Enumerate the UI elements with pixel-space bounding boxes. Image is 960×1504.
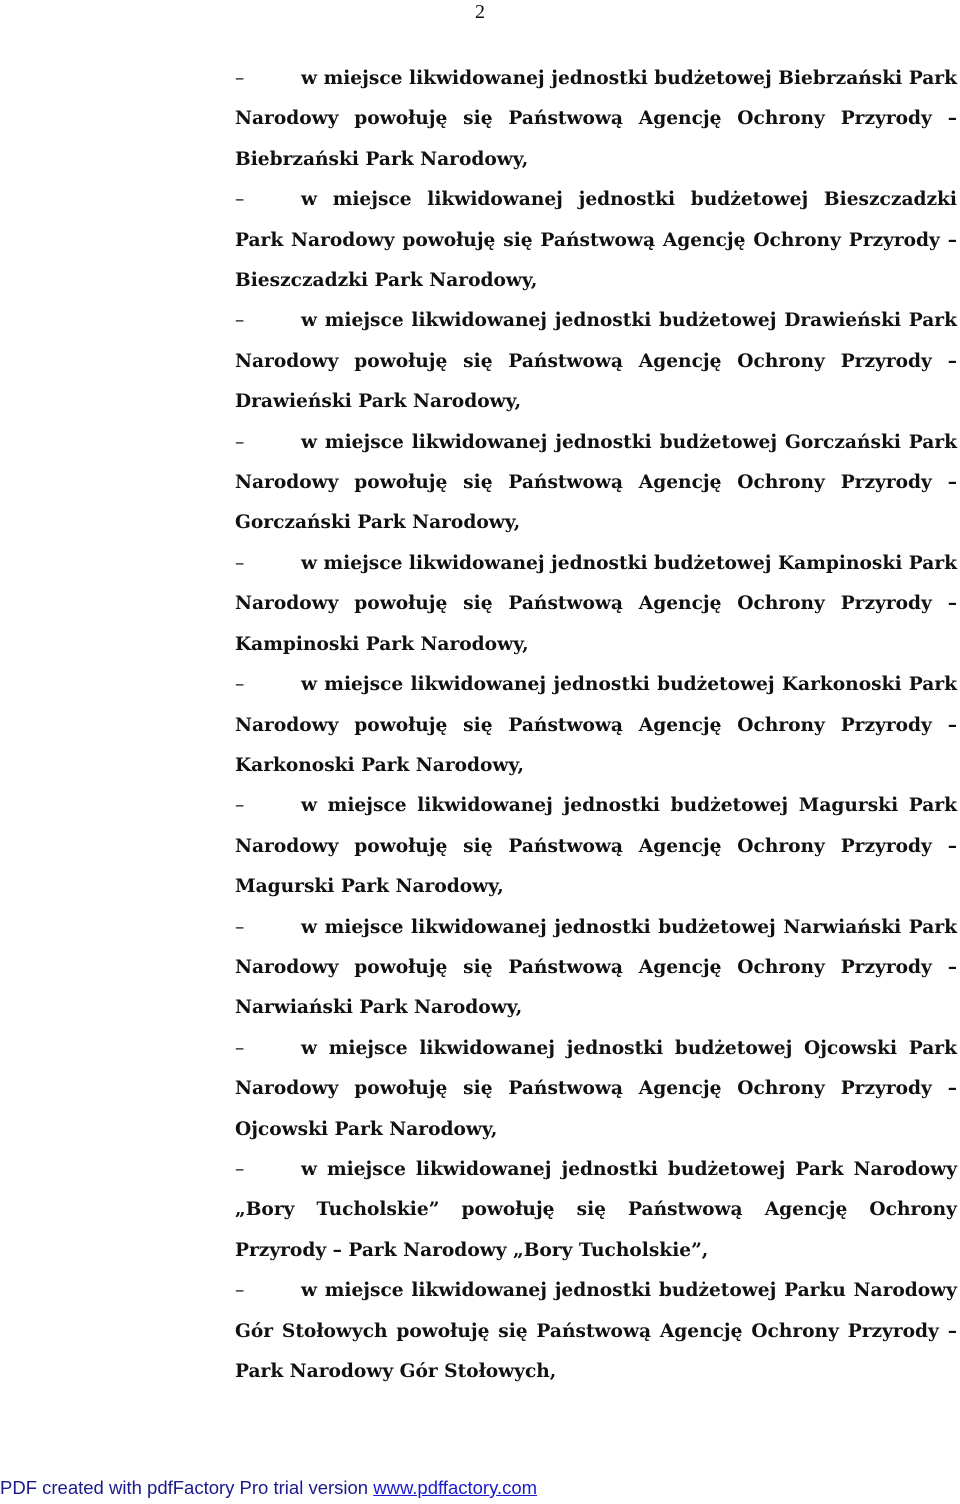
dash-bullet: – — [235, 674, 245, 696]
list-item — [235, 423, 957, 544]
list-item-text: w miejsce likwidowanej jednostki budżetowej Magurski Park Narodowy powołuję się Państwową Agencję Ochrony Przyrody – Magurski Park Narodowy, — [235, 795, 957, 898]
pdf-footer — [0, 1474, 537, 1502]
dash-bullet: – — [235, 310, 245, 332]
list-item-text: w miejsce likwidowanej jednostki budżetowej Ojcowski Park Narodowy powołuję się Państwową Agencję Ochrony Przyrody – Ojcowski Park Narodowy, — [235, 1037, 957, 1140]
document-body — [235, 59, 957, 1392]
list-item — [235, 665, 957, 786]
list-item-text: w miejsce likwidowanej jednostki budżetowej Kampinoski Park Narodowy powołuję się Państwową Agencję Ochrony Przyrody – Kampinoski Park Narodowy, — [235, 552, 957, 655]
list-item — [235, 544, 957, 665]
list-item — [235, 908, 957, 1029]
list-item — [235, 180, 957, 301]
list-item-text: w miejsce likwidowanej jednostki budżetowej Narwiański Park Narodowy powołuję się Państwową Agencję Ochrony Przyrody – Narwiański Park Narodowy, — [235, 916, 957, 1019]
list-item-text: w miejsce likwidowanej jednostki budżetowej Parku Narodowy Gór Stołowych powołuję się Państwową Agencję Ochrony Przyrody – Park Narodowy Gór Stołowych, — [235, 1280, 957, 1382]
list-item — [235, 301, 957, 422]
page-number: 2 — [475, 1, 485, 23]
dash-bullet: – — [235, 431, 245, 453]
footer-link[interactable]: www.pdffactory.com — [373, 1477, 538, 1498]
dash-bullet: – — [235, 552, 245, 574]
list-item-text: w miejsce likwidowanej jednostki budżetowej Gorczański Park Narodowy powołuję się Państwową Agencję Ochrony Przyrody – Gorczański Park Narodowy, — [235, 431, 957, 534]
list-item — [235, 59, 957, 180]
footer-text: PDF created with pdfFactory Pro trial version — [0, 1477, 374, 1498]
dash-bullet: – — [235, 795, 245, 817]
dash-bullet: – — [235, 68, 245, 89]
list-item — [235, 1029, 957, 1150]
list-item — [235, 786, 957, 907]
dash-bullet: – — [235, 916, 245, 938]
dash-bullet: – — [235, 1158, 245, 1180]
list-item-text: w miejsce likwidowanej jednostki budżetowej Park Narodowy „Bory Tucholskie” powołuję się Państwową Agencję Ochrony Przyrody – Park Narodowy „Bory Tucholskie”, — [235, 1158, 957, 1261]
dash-bullet: – — [235, 1037, 245, 1059]
dash-bullet: – — [235, 1280, 245, 1302]
list-item — [235, 1271, 957, 1392]
list-item-text: w miejsce likwidowanej jednostki budżetowej Karkonoski Park Narodowy powołuję się Państwową Agencję Ochrony Przyrody – Karkonoski Park Narodowy, — [235, 674, 957, 776]
list-item — [235, 1150, 957, 1271]
list-item-text: w miejsce likwidowanej jednostki budżetowej Bieszczadzki Park Narodowy powołuję się Państwową Agencję Ochrony Przyrody – Bieszczadzki Park Narodowy, — [235, 189, 957, 292]
list-item-text: w miejsce likwidowanej jednostki budżetowej Drawieński Park Narodowy powołuję się Państwową Agencję Ochrony Przyrody – Drawieński Park Narodowy, — [235, 310, 957, 413]
dash-bullet: – — [235, 189, 245, 211]
list-item-text: w miejsce likwidowanej jednostki budżetowej Biebrzański Park Narodowy powołuję się Państwową Agencję Ochrony Przyrody – Biebrzański Park Narodowy, — [235, 68, 957, 170]
